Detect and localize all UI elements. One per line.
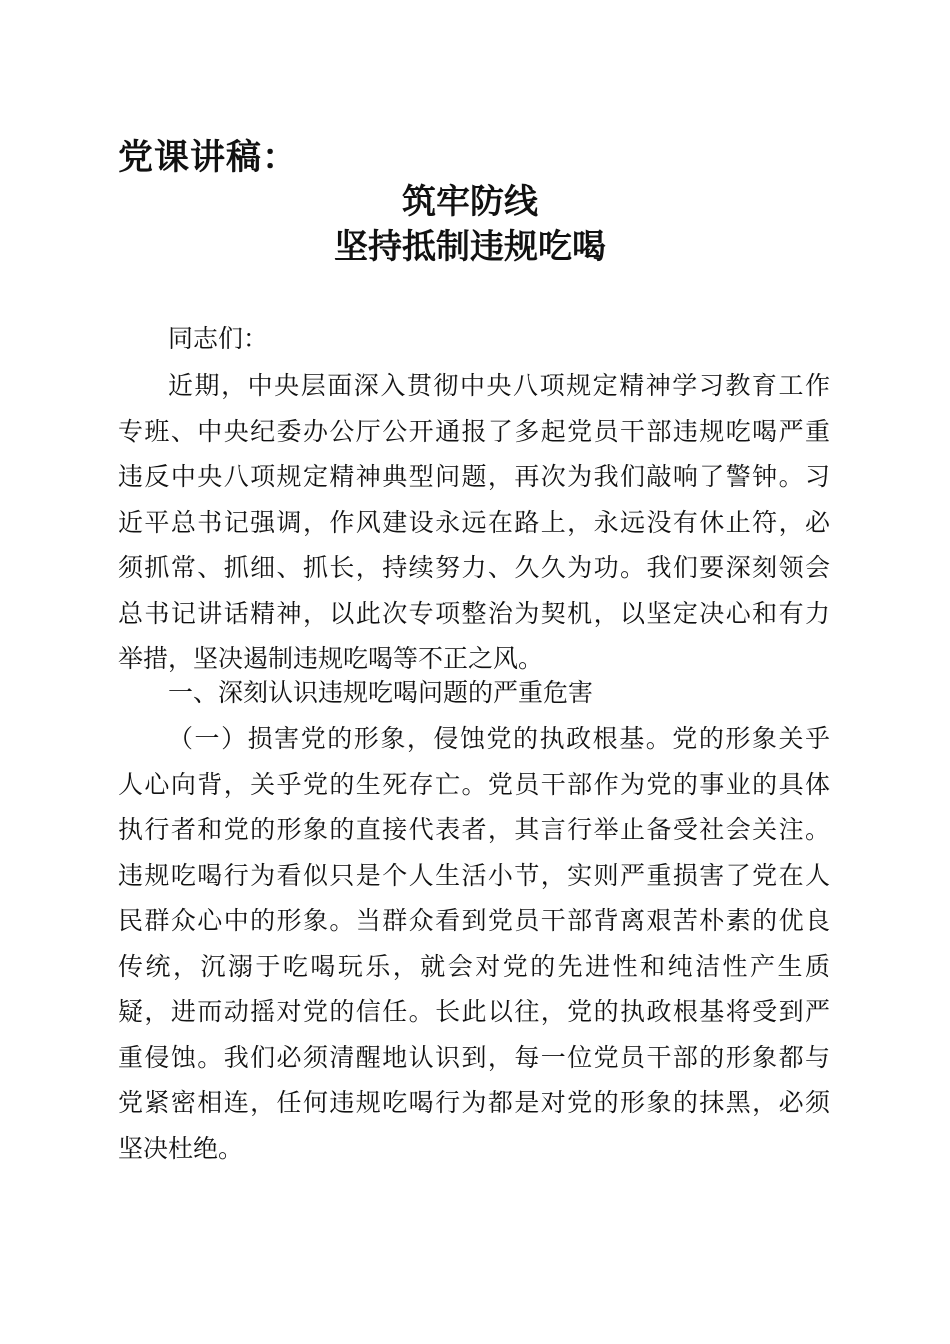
paragraph-line: 专班、中央纪委办公厅公开通报了多起党员干部违规吃喝严重 — [118, 416, 830, 446]
paragraph-line: （一）损害党的形象，侵蚀党的执政根基。党的形象关乎 — [168, 724, 830, 753]
document-title-line-2: 坚持抵制违规吃喝 — [334, 227, 606, 267]
paragraph-line: 执行者和党的形象的直接代表者，其言行举止备受社会关注。 — [118, 815, 830, 844]
paragraph-line: 近平总书记强调，作风建设永远在路上，永远没有休止符，必 — [118, 507, 830, 537]
paragraph-line: 坚决杜绝。 — [118, 1133, 244, 1163]
paragraph-section-1 — [118, 716, 830, 1171]
paragraph-line: 传统，沉溺于吃喝玩乐，就会对党的先进性和纯洁性产生质 — [118, 951, 830, 981]
section-heading: 一、深刻认识违规吃喝问题的严重危害 — [168, 678, 594, 707]
paragraph-line: 违规吃喝行为看似只是个人生活小节，实则严重损害了党在人 — [118, 860, 830, 890]
paragraph-line: 疑，进而动摇对党的信任。长此以往，党的执政根基将受到严 — [118, 997, 830, 1026]
paragraph-intro — [118, 363, 830, 682]
paragraph-line: 近期，中央层面深入贯彻中央八项规定精神学习教育工作 — [168, 371, 830, 400]
paragraph-line: 须抓常、抓细、抓长，持续努力、久久为功。我们要深刻领会 — [118, 553, 830, 582]
document-title-line-1: 筑牢防线 — [402, 182, 538, 222]
greeting: 同志们： — [168, 324, 269, 353]
paragraph-line: 民群众心中的形象。当群众看到党员干部背离艰苦朴素的优良 — [118, 906, 830, 935]
paragraph-line: 举措，坚决遏制违规吃喝等不正之风。 — [118, 644, 544, 673]
paragraph-line: 违反中央八项规定精神典型问题，再次为我们敲响了警钟。习 — [118, 462, 830, 491]
document-label: 党课讲稿： — [118, 137, 299, 178]
paragraph-line: 人心向背，关乎党的生死存亡。党员干部作为党的事业的具体 — [118, 769, 830, 799]
paragraph-line: 重侵蚀。我们必须清醒地认识到，每一位党员干部的形象都与 — [118, 1042, 830, 1072]
paragraph-line: 总书记讲话精神，以此次专项整治为契机，以坚定决心和有力 — [118, 598, 830, 628]
paragraph-line: 党紧密相连，任何违规吃喝行为都是对党的形象的抹黑，必须 — [118, 1088, 830, 1117]
